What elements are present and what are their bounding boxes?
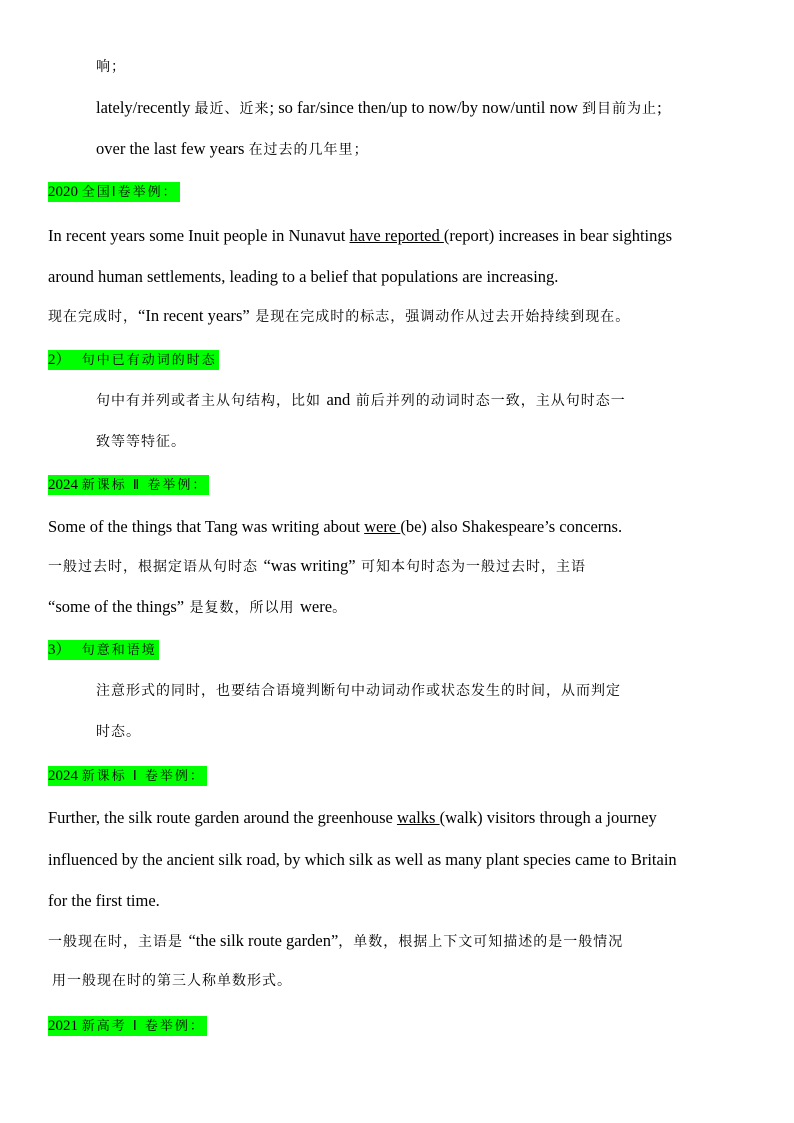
section-heading [48, 180, 180, 204]
paragraph: 注意形式的同时，也要结合语境判断句中动词动作或状态发生的时间，从而判定 [96, 683, 621, 699]
highlighted-heading: 3） 句意和语境 [48, 642, 157, 658]
text-line [96, 97, 662, 120]
paragraph: 致等等特征。 [96, 434, 186, 450]
section-heading [48, 764, 207, 788]
highlighted-heading: 2） 句中已有动词的时态 [48, 352, 217, 368]
text: 最近、近来 [194, 101, 270, 117]
text: over the last few years [96, 139, 249, 158]
highlighted-heading: 2021 新高考 Ⅰ 卷举例： [48, 1018, 205, 1034]
text: ; [657, 98, 662, 117]
section-heading [48, 1014, 207, 1038]
explanation: 现在完成时，“In recent years” 是现在完成时的标志，强调动作从过去开始持续到现在。 [48, 306, 631, 325]
text: 到目前为止 [582, 101, 658, 117]
explanation: 用一般现在时的第三人称单数形式。 [52, 973, 292, 989]
answer: were [364, 517, 401, 536]
paragraph: 句中有并列或者主从句结构，比如 and 前后并列的动词时态一致，主从句时态一 [96, 390, 626, 409]
highlighted-heading: 2024 新课标 Ⅱ 卷举例： [48, 477, 208, 493]
text-line [96, 138, 369, 161]
section-heading [48, 348, 219, 372]
highlighted-heading: 2020 全国Ⅰ卷举例： [48, 184, 178, 200]
answer: walks [396, 808, 440, 827]
example-sentence: Some of the things that Tang was writing about were (be) also Shakespeare’s concerns. [48, 517, 623, 536]
explanation: 一般过去时，根据定语从句时态 “was writing” 可知本句时态为一般过去时，主语 [48, 556, 587, 575]
text: ； [353, 142, 369, 158]
section-heading [48, 638, 159, 662]
example-sentence: for the first time. [48, 891, 160, 910]
explanation: “some of the things” 是复数，所以用 were。 [48, 597, 348, 616]
example-sentence: In recent years some Inuit people in Nunavut have reported (report) increases in bear sightings [48, 226, 673, 245]
explanation: 一般现在时，主语是 “the silk route garden”，单数，根据上下文可知描述的是一般情况 [48, 931, 624, 950]
highlighted-heading: 2024 新课标 Ⅰ 卷举例： [48, 768, 205, 784]
text: ; so far/since then/up to now/by now/until now [269, 98, 583, 117]
answer: have reported [349, 226, 444, 245]
example-sentence: Further, the silk route garden around the greenhouse walks (walk) visitors through a journey [48, 808, 657, 827]
section-heading [48, 473, 209, 497]
paragraph: 时态。 [96, 724, 141, 740]
text: lately/recently [96, 98, 195, 117]
text: 在过去的几年里 [248, 142, 354, 158]
example-sentence: influenced by the ancient silk road, by which silk as well as many plant species came to Britain [48, 850, 677, 869]
example-sentence: around human settlements, leading to a belief that populations are increasing. [48, 267, 559, 286]
text: 响； [96, 59, 126, 75]
text-line [96, 56, 126, 78]
